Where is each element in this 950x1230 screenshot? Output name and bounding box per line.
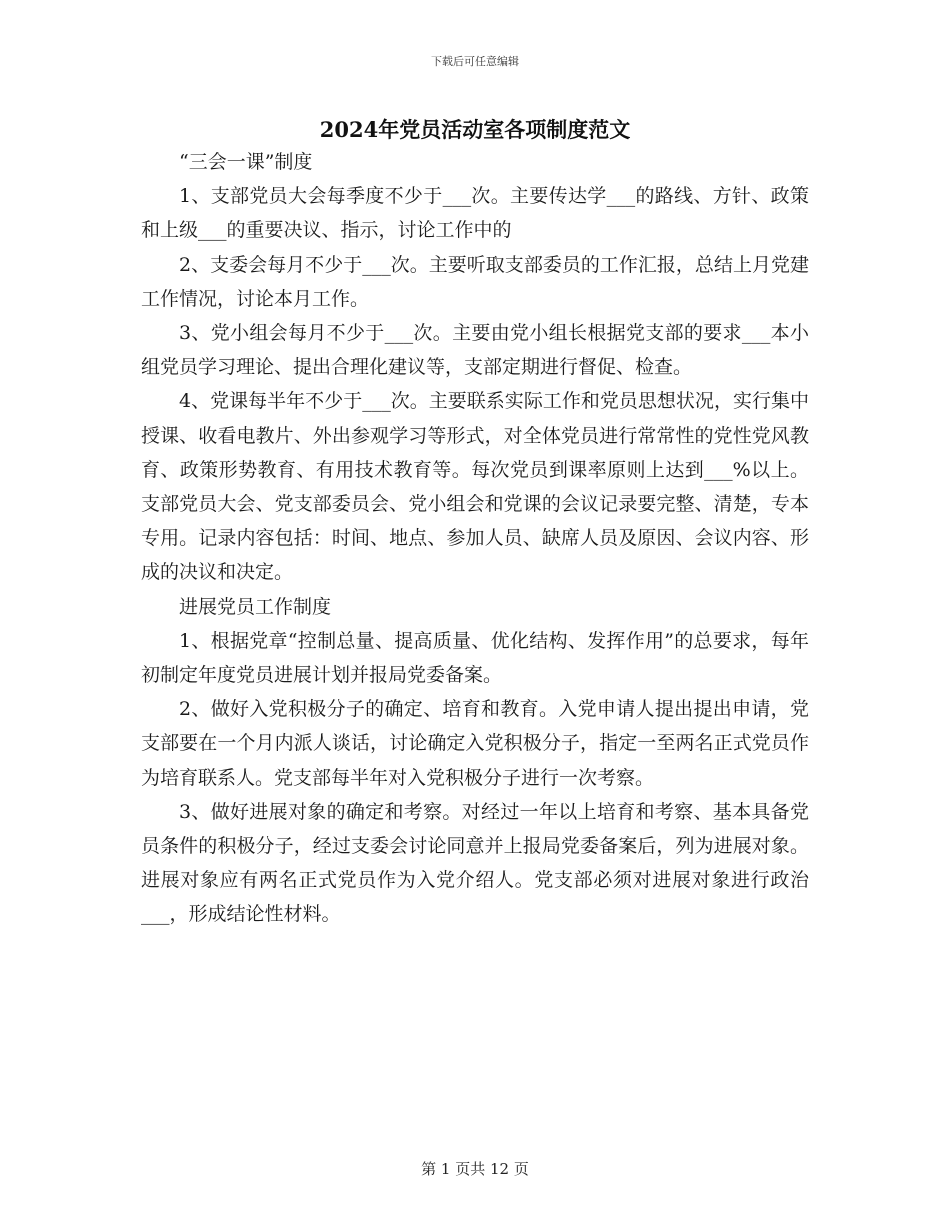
- page-footer: 第 1 页共 12 页: [421, 1160, 529, 1178]
- paragraph: 1、根据党章“控制总量、提高质量、优化结构、发挥作用”的总要求，每年初制定年度党员进展计划并报局党委备案。: [141, 629, 809, 687]
- paragraph: 2、做好入党积极分子的确定、培育和教育。入党申请人提出提出申请，党支部要在一个月内派人谈话，讨论确定入党积极分子，指定一至两名正式党员作为培育联系人。党支部每半年对入党积极分子进行一次考察。: [141, 698, 809, 789]
- section-heading-three-meetings: “三会一课”制度: [179, 151, 313, 173]
- paragraph: 3、党小组会每月不少于___次。主要由党小组长根据党支部的要求___本小组党员学习理论、提出合理化建议等，支部定期进行督促、检查。: [141, 322, 809, 379]
- document-body: [141, 145, 809, 932]
- section-heading-member-development: 进展党员工作制度: [179, 595, 332, 618]
- paragraph: 4、党课每半年不少于___次。主要联系实际工作和党员思想状况，实行集中授课、收看电教片、外出参观学习等形式，对全体党员进行常常性的党性党风教育、政策形势教育、有用技术教育等。每次党员到课率原则上达到___%以上。支部党员大会、党支部委员会、党小组会和党课的会议记录要完整、清楚，专本专用。记录内容包括：时间、地点、参加人员、缺席人员及原因、会议内容、形成的决议和决定。: [141, 390, 809, 584]
- paragraph: 2、支委会每月不少于___次。主要听取支部委员的工作汇报，总结上月党建工作情况，讨论本月工作。: [141, 253, 809, 310]
- document-title: 2024年党员活动室各项制度范文: [319, 117, 631, 142]
- paragraph: 3、做好进展对象的确定和考察。对经过一年以上培育和考察、基本具备党员条件的积极分子，经过支委会讨论同意并上报局党委备案后，列为进展对象。进展对象应有两名正式党员作为入党介绍人。党支部必须对进展对象进行政治___，形成结论性材料。: [141, 800, 809, 926]
- header-note: 下载后可任意编辑: [431, 55, 519, 68]
- paragraph: 1、支部党员大会每季度不少于___次。主要传达学___的路线、方针、政策和上级___的重要决议、指示，讨论工作中的: [141, 185, 809, 242]
